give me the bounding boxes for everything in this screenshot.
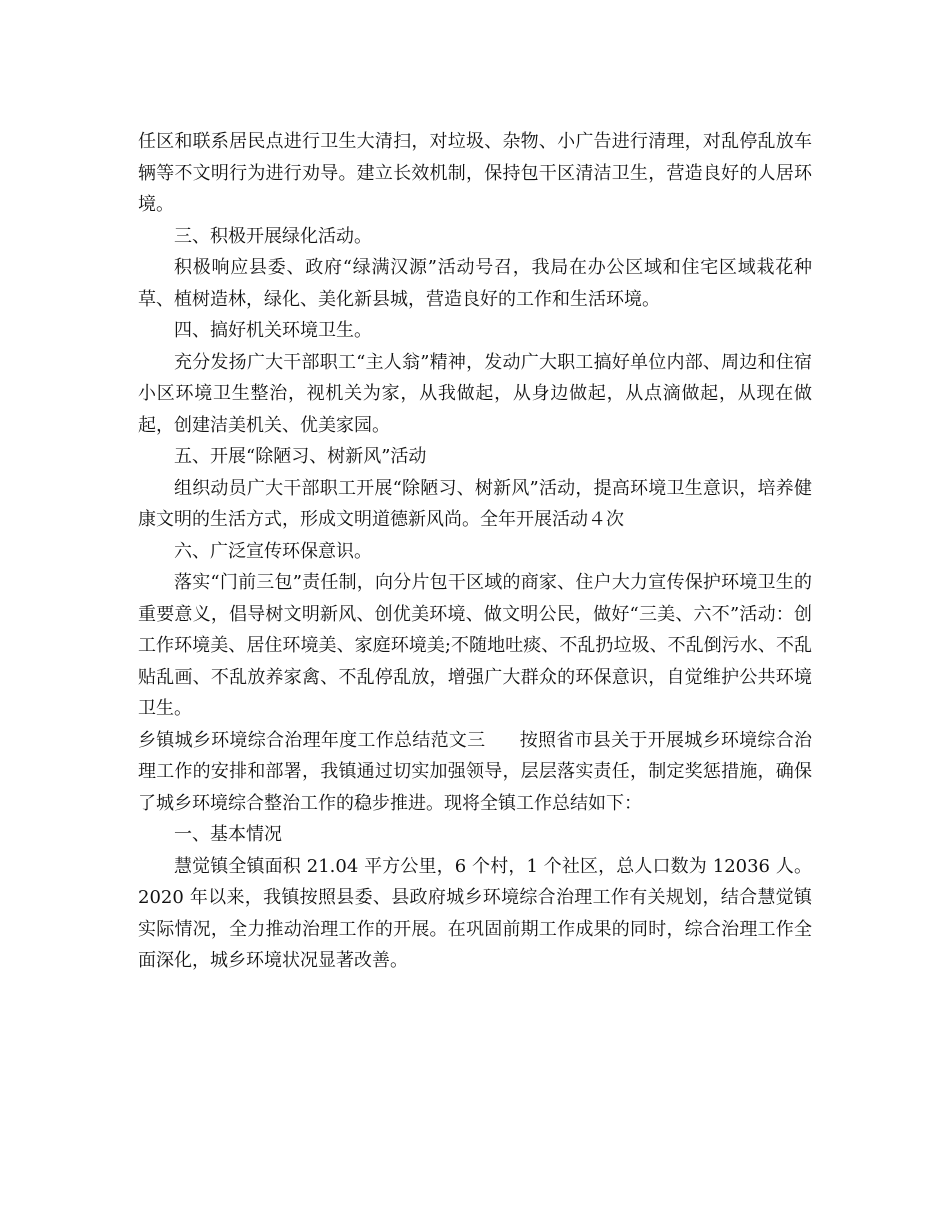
section-title: 乡镇城乡环境综合治理年度工作总结范文三 [138,729,486,751]
section-block [138,725,812,820]
heading-new-customs: 五、开展“除陋习、树新风”活动 [174,446,427,467]
heading-greening: 三、积极开展绿化活动。 [174,225,372,247]
paragraph-basic-situation: 慧觉镇全镇面积 21.04 平方公里，6 个村，1 个社区，总人口数为 12036 人。2020 年以来，我镇按照县委、县政府城乡环境综合治理工作有关规划，结合慧觉镇实际情况，全力推动治理工作的开展。在巩固前期工作成果的同时，综合治理工作全面深化，城乡环境状况显著改善。 [138,855,812,971]
paragraph-office-hygiene: 充分发扬广大干部职工“主人翁”精神，发动广大职工搞好单位内部、周边和住宿小区环境卫生整治，视机关为家，从我做起，从身边做起，从点滴做起，从现在做起，创建洁美机关、优美家园。 [138,351,812,436]
heading-publicity: 六、广泛宣传环保意识。 [174,540,372,562]
paragraph-greening: 积极响应县委、政府“绿满汉源”活动号召，我局在办公区域和住宅区域栽花种草、植树造林，绿化、美化新县城，营造良好的工作和生活环境。 [138,257,812,310]
heading-office-hygiene: 四、搞好机关环境卫生。 [174,320,372,341]
section-intro: 按照省市县关于开展城乡环境综合治理工作的安排和部署，我镇通过切实加强领导，层层落实责任，制定奖惩措施，确保了城乡环境综合整治工作的稳步推进。现将全镇工作总结如下： [138,729,813,814]
paragraph-new-customs: 组织动员广大干部职工开展“除陋习、树新风”活动，提高环境卫生意识，培养健康文明的生活方式，形成文明道德新风尚。全年开展活动４次 [138,477,812,530]
heading-basic-situation: 一、基本情况 [174,824,282,845]
document-page [138,126,812,977]
paragraph-publicity: 落实“门前三包”责任制，向分片包干区域的商家、住户大力宣传保护环境卫生的重要意义，倡导树文明新风、创优美环境、做文明公民，做好“三美、六不”活动：创工作环境美、居住环境美、家庭环境美;不随地吐痰、不乱扔垃圾、不乱倒污水、不乱贴乱画、不乱放养家禽、不乱停乱放，增强广大群众的环保意识，自觉维护公共环境卫生。 [138,572,812,719]
paragraph-continued: 任区和联系居民点进行卫生大清扫，对垃圾、杂物、小广告进行清理，对乱停乱放车辆等不文明行为进行劝导。建立长效机制，保持包干区清洁卫生，营造良好的人居环境。 [138,131,812,215]
